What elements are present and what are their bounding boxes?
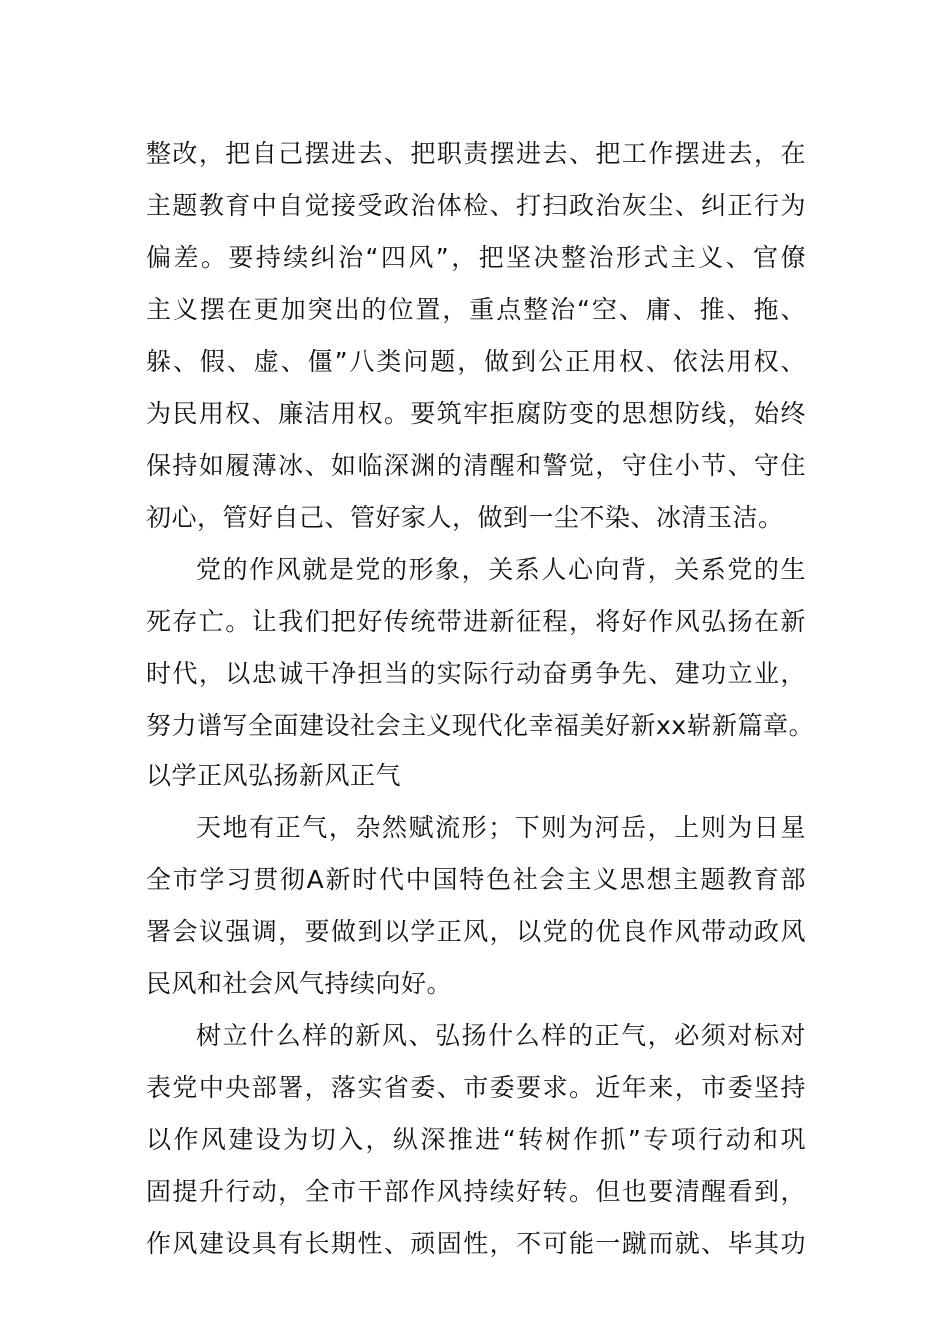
text-line: 为民用权、廉洁用权。要筑牢拒腐防变的思想防线，始终: [146, 399, 806, 428]
section-heading: 以学正风弘扬新风正气: [146, 761, 402, 790]
text-line: 躲、假、虚、僵”八类问题，做到公正用权、依法用权、: [146, 347, 806, 376]
text-line: 主义摆在更加突出的位置，重点整治“空、庸、推、拖、: [146, 295, 806, 324]
text-line: 主题教育中自觉接受政治体检、打扫政治灰尘、纠正行为: [146, 191, 806, 220]
text-line: 以作风建设为切入，纵深推进“转树作抓”专项行动和巩: [146, 1125, 806, 1154]
text-line: 民风和社会风气持续向好。: [146, 969, 453, 998]
text-line: 党的作风就是党的形象，关系人心向背，关系党的生: [196, 555, 806, 584]
text-line: 初心，管好自己、管好家人，做到一尘不染、冰清玉洁。: [146, 503, 784, 532]
text-line: 天地有正气，杂然赋流形；下则为河岳，上则为日星: [196, 813, 806, 842]
text-line: 死存亡。让我们把好传统带进新征程，将好作风弘扬在新: [146, 607, 806, 636]
text-line: 努力谱写全面建设社会主义现代化幸福美好新xx崭新篇章。: [146, 711, 815, 740]
text-line: 固提升行动，全市干部作风持续好转。但也要清醒看到，: [146, 1177, 806, 1206]
text-line: 时代，以忠诚干净担当的实际行动奋勇争先、建功立业，: [146, 659, 806, 688]
text-line: 整改，把自己摆进去、把职责摆进去、把工作摆进去，在: [146, 139, 806, 168]
text-line: 作风建设具有长期性、顽固性，不可能一蹴而就、毕其功: [146, 1229, 806, 1258]
text-line: 树立什么样的新风、弘扬什么样的正气，必须对标对: [196, 1021, 806, 1050]
text-line: 偏差。要持续纠治“四风”，把坚决整治形式主义、官僚: [146, 243, 806, 272]
text-line: 保持如履薄冰、如临深渊的清醒和警觉，守住小节、守住: [146, 451, 806, 480]
text-line: 表党中央部署，落实省委、市委要求。近年来，市委坚持: [146, 1073, 806, 1102]
text-line: 署会议强调，要做到以学正风，以党的优良作风带动政风: [146, 917, 806, 946]
text-line: 全市学习贯彻A新时代中国特色社会主义思想主题教育部: [146, 865, 806, 894]
